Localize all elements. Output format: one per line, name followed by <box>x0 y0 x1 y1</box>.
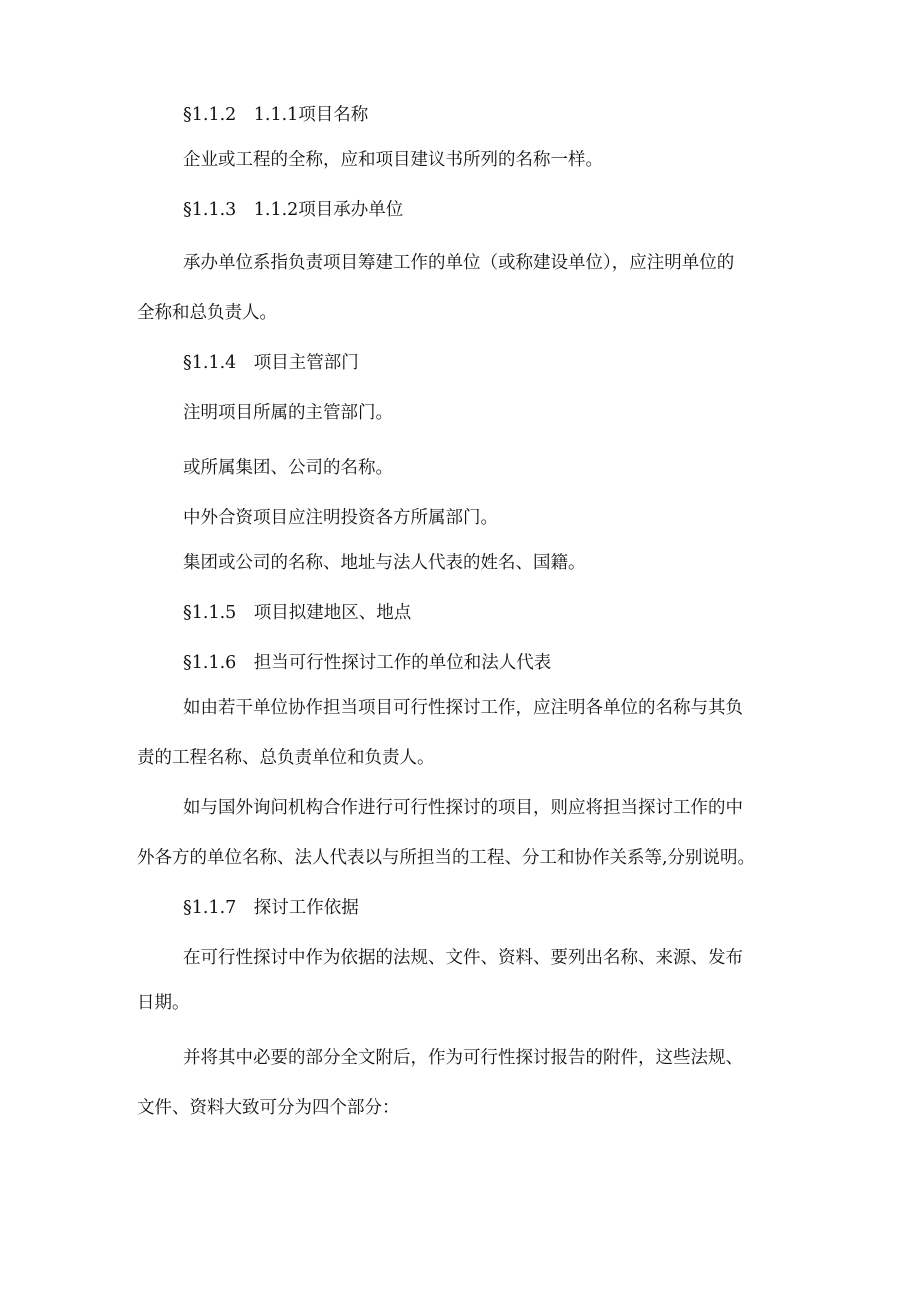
paragraph-line: 如与国外询问机构合作进行可行性探讨的项目，则应将担当探讨工作的中 <box>183 798 743 818</box>
paragraph-line: 全称和总负责人。 <box>137 303 277 323</box>
paragraph-line: 在可行性探讨中作为依据的法规、文件、资料、要列出名称、来源、发布 <box>183 948 743 968</box>
section-heading-1-1-4: §1.1.4 项目主管部门 <box>183 353 359 373</box>
paragraph-line: 外各方的单位名称、法人代表以与所担当的工程、分工和协作关系等,分别说明。 <box>137 848 756 868</box>
paragraph: 注明项目所属的主管部门。 <box>183 403 393 423</box>
section-heading-1-1-3: §1.1.3 1.1.2项目承办单位 <box>183 200 404 220</box>
paragraph-line: 责的工程名称、总负责单位和负责人。 <box>137 748 435 768</box>
paragraph-line: 文件、资料大致可分为四个部分： <box>137 1098 400 1118</box>
section-heading-1-1-2: §1.1.2 1.1.1项目名称 <box>183 105 369 125</box>
paragraph: 中外合资项目应注明投资各方所属部门。 <box>183 508 498 528</box>
paragraph-line: 承办单位系指负责项目筹建工作的单位（或称建设单位），应注明单位的 <box>183 253 735 273</box>
paragraph: 或所属集团、公司的名称。 <box>183 458 393 478</box>
paragraph: 集团或公司的名称、地址与法人代表的姓名、国籍。 <box>183 553 586 573</box>
section-heading-1-1-7: §1.1.7 探讨工作依据 <box>183 898 359 918</box>
paragraph-line: 日期。 <box>137 993 190 1013</box>
paragraph-line: 并将其中必要的部分全文附后，作为可行性探讨报告的附件，这些法规、 <box>183 1048 743 1068</box>
paragraph-line: 如由若干单位协作担当项目可行性探讨工作，应注明各单位的名称与其负 <box>183 698 743 718</box>
section-heading-1-1-5: §1.1.5 项目拟建地区、地点 <box>183 603 412 623</box>
paragraph: 企业或工程的全称，应和项目建议书所列的名称一样。 <box>183 150 603 170</box>
section-heading-1-1-6: §1.1.6 担当可行性探讨工作的单位和法人代表 <box>183 653 552 673</box>
